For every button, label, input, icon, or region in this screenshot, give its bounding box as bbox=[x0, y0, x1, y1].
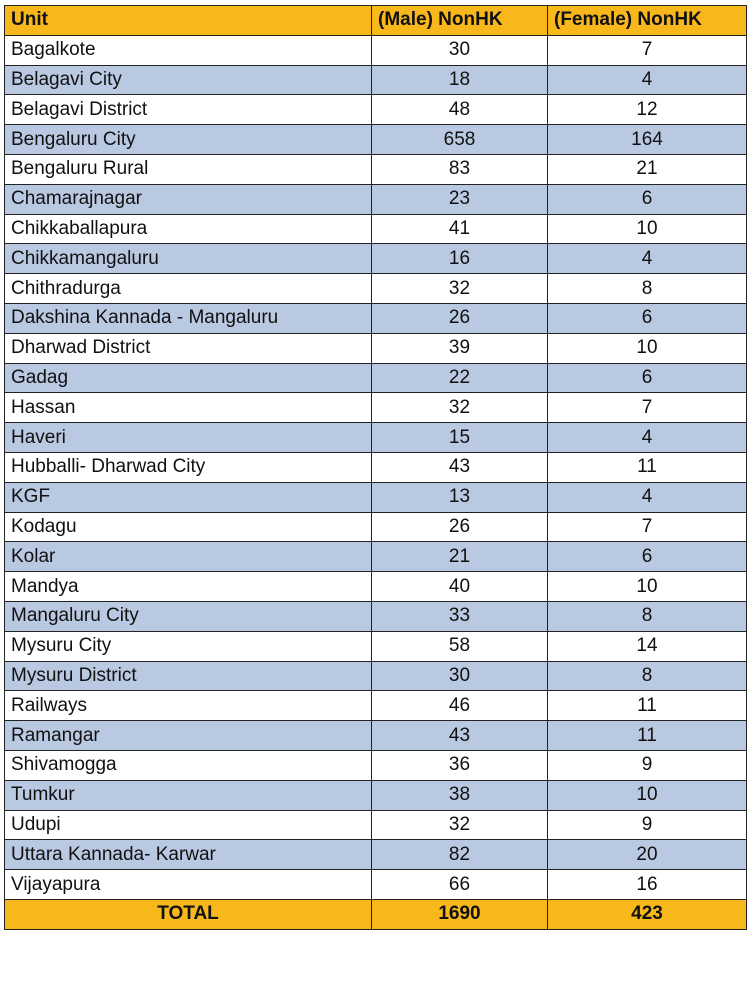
table-row bbox=[5, 154, 747, 184]
header-male: (Male) NonHK bbox=[372, 6, 548, 36]
unit-cell: Kodagu bbox=[5, 512, 372, 542]
unit-cell: Belagavi District bbox=[5, 95, 372, 125]
female-cell: 10 bbox=[548, 572, 747, 602]
table-row bbox=[5, 303, 747, 333]
male-cell: 26 bbox=[372, 303, 548, 333]
male-cell: 40 bbox=[372, 572, 548, 602]
unit-cell: Chithradurga bbox=[5, 274, 372, 304]
table-row bbox=[5, 601, 747, 631]
male-cell: 46 bbox=[372, 691, 548, 721]
female-cell: 6 bbox=[548, 184, 747, 214]
female-cell: 8 bbox=[548, 274, 747, 304]
male-cell: 43 bbox=[372, 721, 548, 751]
table-row bbox=[5, 542, 747, 572]
female-cell: 12 bbox=[548, 95, 747, 125]
male-cell: 36 bbox=[372, 750, 548, 780]
unit-cell: Hubballi- Dharwad City bbox=[5, 452, 372, 482]
table-row bbox=[5, 125, 747, 155]
unit-cell: Mysuru District bbox=[5, 661, 372, 691]
table-row bbox=[5, 363, 747, 393]
unit-cell: Bengaluru City bbox=[5, 125, 372, 155]
table-row bbox=[5, 512, 747, 542]
unit-cell: Ramangar bbox=[5, 721, 372, 751]
male-cell: 658 bbox=[372, 125, 548, 155]
male-cell: 33 bbox=[372, 601, 548, 631]
table-row bbox=[5, 184, 747, 214]
female-cell: 7 bbox=[548, 393, 747, 423]
female-cell: 14 bbox=[548, 631, 747, 661]
female-cell: 16 bbox=[548, 870, 747, 900]
total-row bbox=[5, 899, 747, 929]
table-row bbox=[5, 65, 747, 95]
unit-cell: Belagavi City bbox=[5, 65, 372, 95]
table-row bbox=[5, 333, 747, 363]
unit-cell: Tumkur bbox=[5, 780, 372, 810]
nonhk-table bbox=[4, 5, 747, 930]
unit-cell: Bagalkote bbox=[5, 35, 372, 65]
unit-cell: Vijayapura bbox=[5, 870, 372, 900]
male-cell: 30 bbox=[372, 35, 548, 65]
table-row bbox=[5, 721, 747, 751]
male-cell: 22 bbox=[372, 363, 548, 393]
unit-cell: Railways bbox=[5, 691, 372, 721]
male-cell: 15 bbox=[372, 423, 548, 453]
table-row bbox=[5, 274, 747, 304]
table-row bbox=[5, 840, 747, 870]
female-cell: 11 bbox=[548, 721, 747, 751]
female-cell: 9 bbox=[548, 810, 747, 840]
unit-cell: Chikkaballapura bbox=[5, 214, 372, 244]
male-cell: 38 bbox=[372, 780, 548, 810]
female-cell: 9 bbox=[548, 750, 747, 780]
table-row bbox=[5, 95, 747, 125]
female-cell: 164 bbox=[548, 125, 747, 155]
female-cell: 4 bbox=[548, 65, 747, 95]
unit-cell: Gadag bbox=[5, 363, 372, 393]
total-female: 423 bbox=[548, 899, 747, 929]
male-cell: 43 bbox=[372, 452, 548, 482]
total-male: 1690 bbox=[372, 899, 548, 929]
unit-cell: Dakshina Kannada - Mangaluru bbox=[5, 303, 372, 333]
unit-cell: Udupi bbox=[5, 810, 372, 840]
table-row bbox=[5, 631, 747, 661]
male-cell: 18 bbox=[372, 65, 548, 95]
header-female: (Female) NonHK bbox=[548, 6, 747, 36]
table-row bbox=[5, 572, 747, 602]
female-cell: 10 bbox=[548, 214, 747, 244]
unit-cell: Mangaluru City bbox=[5, 601, 372, 631]
female-cell: 8 bbox=[548, 601, 747, 631]
unit-cell: Chikkamangaluru bbox=[5, 244, 372, 274]
unit-cell: Haveri bbox=[5, 423, 372, 453]
female-cell: 10 bbox=[548, 333, 747, 363]
unit-cell: Chamarajnagar bbox=[5, 184, 372, 214]
female-cell: 6 bbox=[548, 363, 747, 393]
table-row bbox=[5, 661, 747, 691]
table-row bbox=[5, 780, 747, 810]
unit-cell: Mandya bbox=[5, 572, 372, 602]
table-body bbox=[5, 35, 747, 899]
total-label: TOTAL bbox=[5, 899, 372, 929]
female-cell: 20 bbox=[548, 840, 747, 870]
header-row bbox=[5, 6, 747, 36]
male-cell: 83 bbox=[372, 154, 548, 184]
male-cell: 30 bbox=[372, 661, 548, 691]
female-cell: 8 bbox=[548, 661, 747, 691]
female-cell: 4 bbox=[548, 423, 747, 453]
female-cell: 4 bbox=[548, 244, 747, 274]
male-cell: 66 bbox=[372, 870, 548, 900]
female-cell: 21 bbox=[548, 154, 747, 184]
unit-cell: Shivamogga bbox=[5, 750, 372, 780]
female-cell: 7 bbox=[548, 512, 747, 542]
male-cell: 82 bbox=[372, 840, 548, 870]
unit-cell: Bengaluru Rural bbox=[5, 154, 372, 184]
male-cell: 16 bbox=[372, 244, 548, 274]
female-cell: 7 bbox=[548, 35, 747, 65]
table-row bbox=[5, 244, 747, 274]
female-cell: 11 bbox=[548, 691, 747, 721]
table-row bbox=[5, 214, 747, 244]
table-row bbox=[5, 750, 747, 780]
male-cell: 58 bbox=[372, 631, 548, 661]
unit-cell: KGF bbox=[5, 482, 372, 512]
male-cell: 41 bbox=[372, 214, 548, 244]
male-cell: 13 bbox=[372, 482, 548, 512]
unit-cell: Mysuru City bbox=[5, 631, 372, 661]
female-cell: 6 bbox=[548, 542, 747, 572]
male-cell: 21 bbox=[372, 542, 548, 572]
female-cell: 6 bbox=[548, 303, 747, 333]
table-row bbox=[5, 423, 747, 453]
unit-cell: Hassan bbox=[5, 393, 372, 423]
table-row bbox=[5, 691, 747, 721]
male-cell: 32 bbox=[372, 393, 548, 423]
table-row bbox=[5, 810, 747, 840]
unit-cell: Kolar bbox=[5, 542, 372, 572]
table-row bbox=[5, 870, 747, 900]
female-cell: 4 bbox=[548, 482, 747, 512]
female-cell: 10 bbox=[548, 780, 747, 810]
table-row bbox=[5, 393, 747, 423]
header-unit: Unit bbox=[5, 6, 372, 36]
male-cell: 23 bbox=[372, 184, 548, 214]
table-row bbox=[5, 482, 747, 512]
male-cell: 32 bbox=[372, 274, 548, 304]
male-cell: 48 bbox=[372, 95, 548, 125]
male-cell: 26 bbox=[372, 512, 548, 542]
unit-cell: Uttara Kannada- Karwar bbox=[5, 840, 372, 870]
male-cell: 32 bbox=[372, 810, 548, 840]
table-row bbox=[5, 452, 747, 482]
male-cell: 39 bbox=[372, 333, 548, 363]
table-row bbox=[5, 35, 747, 65]
unit-cell: Dharwad District bbox=[5, 333, 372, 363]
female-cell: 11 bbox=[548, 452, 747, 482]
